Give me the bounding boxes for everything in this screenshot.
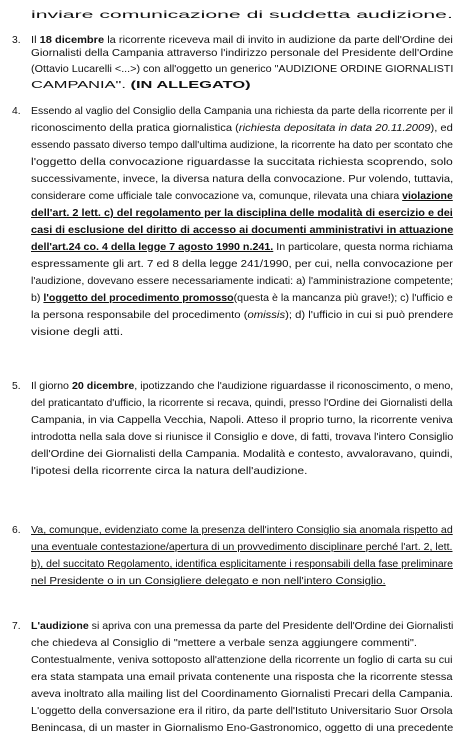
text-line: l'audizione, dovevano essere necessariamente indicati: a) l'amministrazione competente; — [31, 276, 454, 287]
text-line: dell'Ordine dei Giornalisti della Campania. Modalità e contesto, avvaloravano, quindi, — [31, 449, 453, 460]
text-line: aveva inoltrato alla mailing list del Coordinamento Giornalisti Precari della Campania. — [31, 689, 454, 700]
text-line: che chiedeva al Consiglio di "mettere a verbale senza aggiungere commenti". — [31, 638, 418, 649]
text-line: l'ipotesi della ricorrente circa la natura dell'audizione. — [31, 466, 308, 477]
text-line: casi di esclusione del diritto di accesso ai documenti amministrativi in attuazione — [31, 225, 454, 236]
item-number-4: 4. — [12, 106, 21, 117]
text-line: l'oggetto della convocazione riguardasse la succitata richiesta scoprendo, solo — [31, 157, 453, 168]
text-line: successivamente, invece, la diversa natura della convocazione. Pur volendo, tuttavia, — [31, 174, 454, 185]
text-line: la persona responsabile del procedimento (omissis); d) l'ufficio in cui si può prendere — [31, 310, 454, 321]
text-line: essendo passato diverso tempo dall'ultima audizione, la ricorrente ha dato per scontato che — [31, 140, 453, 151]
item-number-7: 7. — [12, 621, 21, 632]
text-line: inviare comunicazione di suddetta audizione. — [31, 10, 453, 21]
item-number-3: 3. — [12, 35, 21, 46]
text-line: Campania, in via Cappella Vecchia, Napoli. Atteso il proprio turno, la ricorrente veniva — [31, 415, 453, 426]
text-line: visione degli atti. — [31, 327, 124, 338]
text-line: una eventuale contestazione/apertura di un provvedimento disciplinare perché l'art. 2, lett. — [31, 542, 453, 553]
text-line: L'audizione si apriva con una premessa da parte del Presidente dell'Ordine dei Giornalisti — [31, 621, 454, 632]
text-line: Va, comunque, evidenziato come la presenza dell'intero Consiglio sia anomala rispetto ad — [31, 525, 453, 536]
text-line: CAMPANIA". (IN ALLEGATO) — [31, 80, 251, 91]
text-line: del praticantato d'ufficio, la ricorrente si recava, quindi, presso l'Ordine dei Giornalisti della — [31, 398, 453, 409]
text-line: dell'art.24 co. 4 della legge 7 agosto 1990 n.241. In particolare, questa norma richiama — [31, 242, 453, 253]
text-line: considerare come ufficiale tale convocazione va, comunque, rilevata una chiara violazione — [31, 191, 453, 202]
text-line: L'oggetto della conversazione era il ritiro, da parte dell'Istituto Universitario Suor Orsola — [31, 706, 453, 717]
text-line: Contestualmente, veniva sottoposto all'attenzione della ricorrente un foglio di carta su cui — [31, 655, 453, 666]
text-line: (Ottavio Lucarelli <...>) con all'oggetto un generico "AUDIZIONE ORDINE GIORNALISTI — [31, 64, 454, 75]
text-line: espressamente gli art. 7 ed 8 della legge 241/1990, per cui, nella convocazione per — [31, 259, 453, 270]
item-number-6: 6. — [12, 525, 21, 536]
text-line: dell'art. 2 lett. c) del regolamento per la disciplina delle modalità di esercizio e dei — [31, 208, 453, 219]
text-line: Il 18 dicembre la ricorrente riceveva mail di invito in audizione da parte dell'Ordine dei — [31, 35, 453, 46]
text-line: introdotta nella sala dove si riunisce il Consiglio e dove, di fatti, trovava l'intero Consiglio — [31, 432, 454, 443]
text-line: b) l'oggetto del procedimento promosso(questa è la mancanza più grave!); c) l'ufficio e — [31, 293, 453, 304]
text-line: nel Presidente o in un Consigliere delegato e non nell'intero Consiglio. — [31, 576, 386, 587]
text-line: Essendo al vaglio del Consiglio della Campania una richiesta da parte della ricorrente per il — [31, 106, 453, 117]
text-line: Il giorno 20 dicembre, ipotizzando che l'audizione riguardasse il riconoscimento, o meno, — [31, 381, 454, 392]
text-line: era stata stampata una email privata contenente una risposta che la ricorrente stessa — [31, 672, 453, 683]
item-number-5: 5. — [12, 381, 21, 392]
text-line: Benincasa, di un master in Giornalismo Eno-Gastronomico, oggetto di una precedente — [31, 723, 454, 734]
text-line: riconoscimento della pratica giornalistica (richiesta depositata in data 20.11.2009), ed — [31, 123, 453, 134]
text-line: Giornalisti della Campania attraverso l'indirizzo personale del Presidente dell'Ordine — [31, 48, 454, 59]
text-line: b), del succitato Regolamento, identifica esplicitamente i responsabili della fase preliminare — [31, 559, 453, 570]
